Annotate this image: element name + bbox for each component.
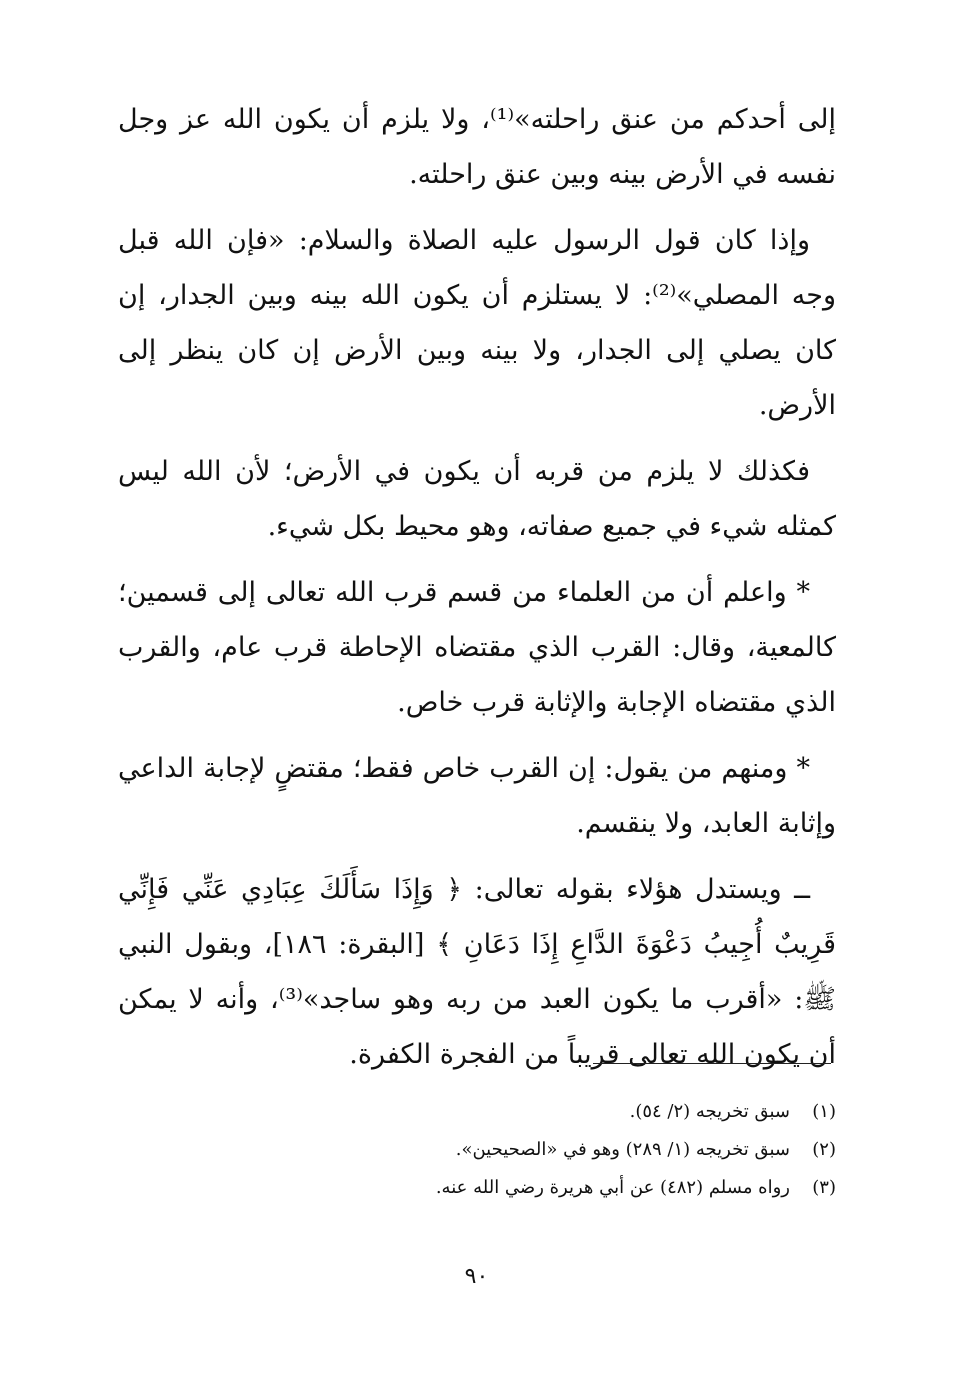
footnote-1 — [200, 1093, 836, 1131]
paragraph-6: ــ ويستدل هؤلاء بقوله تعالى: ﴿ وَإِذَا سَأَلَكَ عِبَادِي عَنِّي فَإِنِّي قَرِيبٌ أُجِيبُ دَعْوَةَ الدَّاعِ إِذَا دَعَانِ ﴾ [البقرة: ١٨٦]، وبقول النبي ﷺ: «أقرب ما يكون العبد من ربه وهو ساجد»⁽³⁾، وأنه لا يمكن أن يكون الله تعالى قريباً من الفجرة الكفرة. — [118, 874, 837, 1070]
main-text — [118, 92, 836, 1093]
footnote-separator — [593, 1063, 831, 1064]
paragraph-1: إلى أحدكم من عنق راحلته»⁽¹⁾، ولا يلزم أن يكون الله عز وجل نفسه في الأرض بينه وبين عنق راحلته. — [118, 104, 837, 190]
footnote-text: رواه مسلم (٤٨٢) عن أبي هريرة رضي الله عنه. — [435, 1177, 790, 1198]
footnote-number: (٣) — [812, 1177, 836, 1198]
paragraph-3: فكذلك لا يلزم من قربه أن يكون في الأرض؛ لأن الله ليس كمثله شيء في جميع صفاته، وهو محيط بكل شيء. — [118, 456, 836, 542]
page-number: ٩٠ — [464, 1264, 489, 1289]
footnote-number: (١) — [812, 1101, 836, 1122]
footnote-number: (٢) — [812, 1139, 836, 1160]
paragraph-2: وإذا كان قول الرسول عليه الصلاة والسلام: «فإن الله قبل وجه المصلي»⁽²⁾: لا يستلزم أن يكون الله بينه وبين الجدار، إن كان يصلي إلى الجدار، ولا بينه وبين الأرض إن كان ينظر إلى الأرض. — [118, 225, 836, 421]
footnotes — [200, 1093, 836, 1207]
paragraph-5: * ومنهم من يقول: إن القرب خاص فقط؛ مقتضٍ لإجابة الداعي وإثابة العابد، ولا ينقسم. — [118, 753, 836, 839]
footnote-text: سبق تخريجه (١/ ٢٨٩) وهو في «الصحيحين». — [455, 1139, 790, 1160]
footnote-3 — [200, 1169, 836, 1207]
footnote-2 — [200, 1131, 836, 1169]
paragraph-4: * واعلم أن من العلماء من قسم قرب الله تعالى إلى قسمين؛ كالمعية، وقال: القرب الذي مقتضاه الإحاطة قرب عام، والقرب الذي مقتضاه الإجابة والإثابة قرب خاص. — [118, 577, 836, 718]
footnote-text: سبق تخريجه (٢/ ٥٤). — [629, 1101, 790, 1122]
